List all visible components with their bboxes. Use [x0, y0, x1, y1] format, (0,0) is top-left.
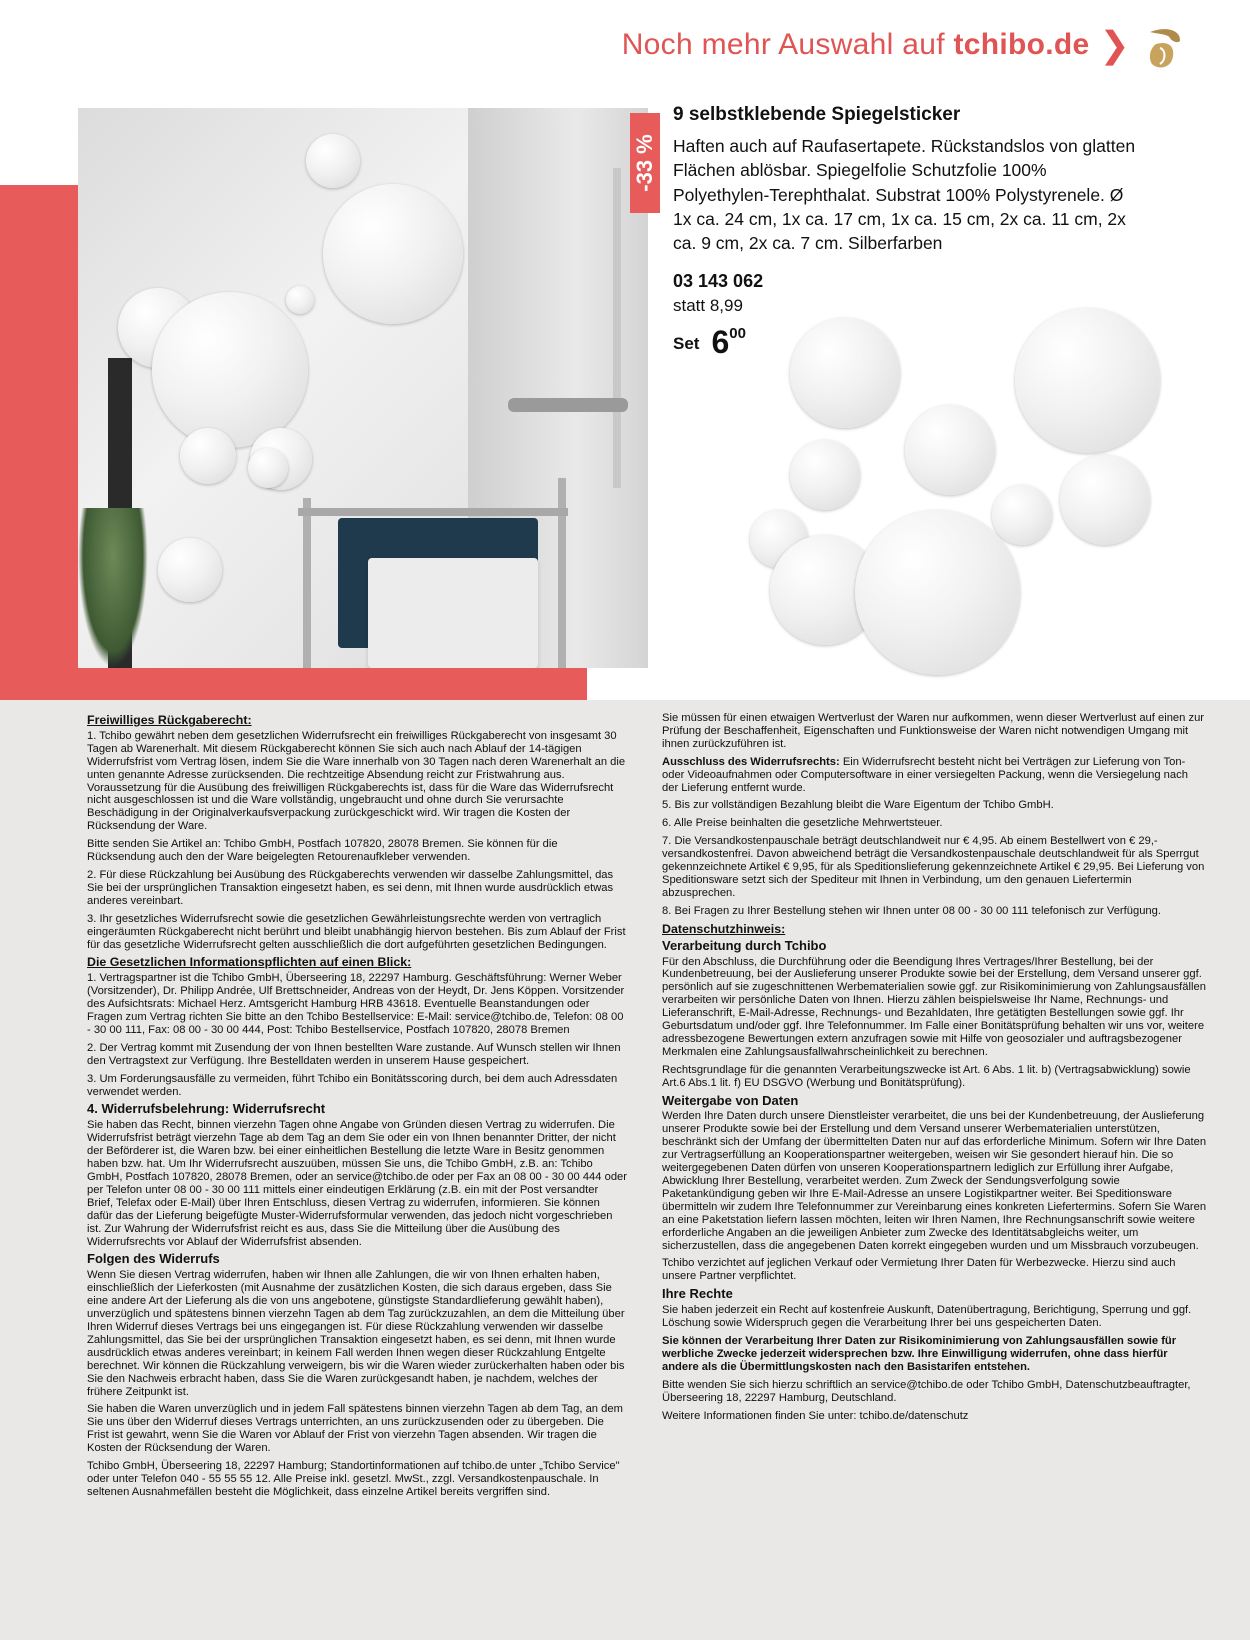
- wall-mirror-sticker: [152, 292, 308, 448]
- mirror-sticker: [905, 405, 995, 495]
- legal-paragraph: Rechtsgrundlage für die genannten Verarbeitungszwecke ist Art. 6 Abs. 1 lit. b) (Vertragsabwicklung) sowie Art.6 Abs.1 lit. f) EU DSGVO (Werbung und Bonitätsprüfung).: [662, 1063, 1191, 1089]
- product-description: Haften auch auf Raufasertapete. Rückstandslos von glatten Flächen ablösbar. Spiegelfolie Schutzfolie 100% Polyethylen-Terephthalat. Substrat 100% Polystyrenele. Ø 1x ca. 24 cm, 1x ca. 17 cm, 1x ca. 15 cm, 2x ca. 11 cm, 2x ca. 9 cm, 2x ca. 7 cm. Silberfarben: [673, 136, 1136, 254]
- legal-paragraph: 1. Tchibo gewährt neben dem gesetzlichen Widerrufsrecht ein freiwilliges Rückgaberecht von insgesamt 30 Tagen ab Warenerhalt. Mit diesem Rückgaberecht können Sie sich auch nach Ablauf der 14-tägigen Widerrufsfrist vom Vertrag lösen, indem Sie die Ware innerhalb von 30 Tagen nach deren Warenerhalt an die unten genannte Adresse zurücksenden. Die rechtzeitige Absendung reicht zur Fristwahrung aus. Voraussetzung für die Ausübung des freiwilligen Rückgaberechts ist, dass für die Ware das Widerrufsrecht nicht ausgeschlossen ist und die Ware vollständig, ungebraucht und ohne durch Sie verursachte Beschädigung in der Originalverkaufsverpackung zurückgeschickt wird. Wir tragen die Kosten der Rücksendung der Ware.: [87, 729, 626, 833]
- legal-column-left: [87, 712, 627, 1504]
- towel-stand-right: [558, 478, 566, 668]
- mirror-sticker: [1015, 308, 1160, 453]
- legal-paragraph: Sie müssen für einen etwaigen Wertverlust der Waren nur aufkommen, wenn dieser Wertverlust auf einen zur Prüfung der Beschaffenheit, Eigenschaften und Funktionsweise der Waren nicht notwendigen Umgang mit ihnen zurückzuführen ist.: [662, 712, 1205, 750]
- mirror-sticker: [992, 485, 1052, 545]
- legal-paragraph: Sie haben jederzeit ein Recht auf kostenfreie Auskunft, Datenübertragung, Berichtigung, Sperrung und ggf. Löschung sowie Widerspruch gegen die Verarbeitung Ihrer bei uns gespeicherten Daten.: [662, 1304, 1192, 1330]
- heading-informationspflichten: Die Gesetzlichen Informationspflichten auf einen Blick:: [87, 955, 412, 970]
- legal-paragraph: Werden Ihre Daten durch unsere Dienstleister verarbeitet, die uns bei der Kundenbetreuung, der Auslieferung unserer Produkte sowie bei der Erstellung und dem Versand unserer Werbematerialien unterstützen, beschränkt sich der Umfang der übermittelten Daten nur auf das erforderliche Minimum. Sofern wir Ihre Daten zur Vertragserfüllung an Kooperationspartner weitergeben, weisen wir Sie gesondert hierauf hin. Die so weitergegebenen Daten dürfen von unseren Kooperationspartnern lediglich zur Erfüllung ihrer Aufgabe, Abwicklung Ihrer Bestellung, verarbeitet werden. Zum Zweck der Sendungsverfolgung sowie Paketankündigung geben wir Ihre E-Mail-Adresse an unsere Logistikpartner weiter. Bei Speditionsware übermitteln wir zudem Ihre Telefonnummer zur Vereinbarung eines konkreten Liefertermins. Sofern Sie Waren an eine Paketstation liefern lassen möchten, leiten wir Ihren Namen, Ihre Rechnungsanschrift sowie weitere erforderliche Angaben an die jeweiligen Anbieter zum Zwecke des Identitätsabgleichs weiter, um sicherzustellen, dass die angegebenen Daten korrekt eingegeben wurden und um Missbrauch vorzubeugen.: [662, 1110, 1207, 1252]
- tchibo-bean-icon: [1136, 22, 1188, 74]
- heading-widerrufsbelehrung: 4. Widerrufsbelehrung: Widerrufsrecht: [87, 1101, 326, 1117]
- discount-badge: [630, 113, 660, 213]
- wall-mirror-sticker: [158, 538, 222, 602]
- header-link-prefix: Noch mehr Auswahl auf: [621, 28, 954, 61]
- heading-ausschluss: Ausschluss des Widerrufsrechts:: [662, 755, 840, 768]
- article-number: 03 143 062: [673, 271, 764, 291]
- legal-column-right: [662, 712, 1207, 1427]
- header: [0, 0, 1250, 100]
- heading-weitergabe: Weitergabe von Daten: [662, 1092, 799, 1108]
- datenschutz-link[interactable]: Weitere Informationen finden Sie unter: tchibo.de/datenschutz: [662, 1409, 969, 1422]
- legal-paragraph: 6. Alle Preise beinhalten die gesetzliche Mehrwertsteuer.: [662, 817, 943, 830]
- heading-ihre-rechte: Ihre Rechte: [662, 1286, 733, 1302]
- price-prefix: Set: [673, 334, 700, 353]
- price-cents: 00: [729, 325, 746, 342]
- chevron-right-icon: ❯: [1099, 24, 1130, 65]
- old-price: statt 8,99: [673, 296, 743, 315]
- legal-paragraph: 3. Um Forderungsausfälle zu vermeiden, führt Tchibo ein Bonitätsscoring durch, bei dem auch Adressdaten verwendet werden.: [87, 1072, 618, 1098]
- mirror-sticker: [1060, 455, 1150, 545]
- tchibo-link[interactable]: [621, 24, 1130, 65]
- legal-paragraph: 1. Vertragspartner ist die Tchibo GmbH, Überseering 18, 22297 Hamburg. Geschäftsführung: Werner Weber (Vorsitzender), Dr. Philipp Andrée, Ulf Brettschneider, Andreas von der Heydt, Dr. Jens Köppen. Vorsitzender des Aufsichtsrats: Michael Herz. Amtsgericht Hamburg HRB 43618. Eventuelle Beanstandungen oder Fragen zum Vertrag richten Sie bitte an den Tchibo Bestellservice: E-Mail: service@tchibo.de, Telefon: 08 00 - 30 00 111, Fax: 08 00 - 30 00 444, Post: Tchibo Bestellservice, Postfach 107820, 28078 Bremen: [87, 972, 625, 1036]
- wall-mirror-sticker: [180, 428, 236, 484]
- legal-footer: Tchibo GmbH, Überseering 18, 22297 Hamburg; Standortinformationen auf tchibo.de unter „Tchibo Service" oder unter Telefon 040 - 55 55 55 12. Alle Preise inkl. gesetzl. MwSt., zzgl. Versandkostenpauschale. In seltenen Ausnahmefällen besteht die Möglichkeit, dass einzelne Artikel bereits vergriffen sind.: [87, 1460, 620, 1498]
- legal-paragraph: 3. Ihr gesetzliches Widerrufsrecht sowie die gesetzlichen Gewährleistungsrechte werden von vertraglich eingeräumten Rückgaberecht nicht berührt und bleibt unabhängig hiervon bestehen. Bis zum Ablauf der Frist für das gesetzliche Widerrufsrecht gelten ausschließlich die dort aufgeführten gesetzlichen Bedingungen.: [87, 912, 626, 951]
- towel-bar: [298, 508, 568, 516]
- ausschluss-text: Ein Widerrufsrecht besteht nicht bei Verträgen zur Lieferung von Ton- oder Videoaufnahmen oder Computersoftware in einer versiegelten Packung, wenn die Versiegelung nach der Lieferung entfernt wurde.: [662, 755, 1188, 794]
- mirror-sticker: [855, 510, 1020, 675]
- mirror-sticker: [790, 440, 860, 510]
- heading-datenschutz: Datenschutzhinweis:: [662, 921, 786, 936]
- wall-mirror-sticker: [286, 286, 314, 314]
- legal-paragraph: Bitte senden Sie Artikel an: Tchibo GmbH, Postfach 107820, 28078 Bremen. Sie können für die Rücksendung auch den der Ware beigelegten Retourenaufkleber verwenden.: [87, 838, 558, 864]
- legal-paragraph: Wenn Sie diesen Vertrag widerrufen, haben wir Ihnen alle Zahlungen, die wir von Ihnen erhalten haben, einschließlich der Lieferkosten (mit Ausnahme der zusätzlichen Kosten, die sich daraus ergeben, dass Sie eine andere Art der Lieferung als die von uns angebotene, günstigste Standardlieferung gewählt haben), unverzüglich und spätestens binnen vierzehn Tagen ab dem Tag zurückzuzahlen, an dem die Mitteilung über Ihren Widerruf dieses Vertrags bei uns eingegangen ist. Für diese Rückzahlung verwenden wir dasselbe Zahlungsmittel, das Sie bei der ursprünglichen Transaktion eingesetzt haben, es sei denn, mit Ihnen wurde ausdrücklich etwas anderes vereinbart; in keinem Fall werden Ihnen wegen dieser Rückzahlung Entgelte berechnet. Wir können die Rückzahlung verweigern, bis wir die Waren wieder zurückerhalten haben oder bis Sie den Nachweis erbracht haben, dass Sie die Waren zurückgesandt haben, je nachdem, welches der frühere Zeitpunkt ist.: [87, 1269, 625, 1398]
- wall-mirror-sticker: [323, 184, 463, 324]
- legal-paragraph: Bitte wenden Sie sich hierzu schriftlich an service@tchibo.de oder Tchibo GmbH, Datenschutzbeauftragter, Überseering 18, 22297 Hamburg, Deutschland.: [662, 1378, 1191, 1404]
- header-link-domain: tchibo.de: [953, 28, 1090, 61]
- wall-mirror-sticker: [248, 448, 288, 488]
- towel-light: [368, 558, 538, 668]
- legal-paragraph: 5. Bis zur vollständigen Bezahlung bleibt die Ware Eigentum der Tchibo GmbH.: [662, 799, 1054, 812]
- legal-paragraph: 2. Für diese Rückzahlung bei Ausübung des Rückgaberechts verwenden wir dasselbe Zahlungsmittel, das Sie bei der ursprünglichen Transaktion eingesetzt haben, es sei denn, mit Ihnen wurde ausdrücklich etwas anderes vereinbart.: [87, 868, 614, 907]
- heading-verarbeitung: Verarbeitung durch Tchibo: [662, 937, 827, 953]
- legal-paragraph: [662, 756, 1207, 795]
- legal-paragraph: Sie haben die Waren unverzüglich und in jedem Fall spätestens binnen vierzehn Tagen ab dem Tag, an dem Sie uns über den Widerruf dieses Vertrags unterrichten, an uns zurückzusenden oder zu übergeben. Die Frist ist gewahrt, wenn Sie die Waren vor Ablauf der Frist von vierzehn Tagen absenden. Wir tragen die Kosten der Rücksendung der Waren.: [87, 1403, 623, 1455]
- discount-badge-text: -33 %: [632, 134, 657, 192]
- price: [673, 324, 746, 361]
- shower-pipe: [613, 168, 621, 488]
- legal-paragraph: 7. Die Versandkostenpauschale beträgt deutschlandweit nur € 4,95. Ab einem Bestellwert von € 29,- versandkostenfrei. Davon abweichend beträgt die Versandkostenpauschale deutschlandweit für als Sperrgut gekennzeichnete Artikel € 9,95, für als Speditionslieferung gekennzeichnete Artikel € 29,95. Bei Lieferung von Speditionsware setzt sich der Spediteur mit Ihnen in Verbindung, um den genauen Liefertermin abzusprechen.: [662, 835, 1205, 899]
- wall-mirror-sticker: [306, 134, 360, 188]
- heading-folgen-widerruf: Folgen des Widerrufs: [87, 1251, 220, 1267]
- legal-paragraph: Sie haben das Recht, binnen vierzehn Tagen ohne Angabe von Gründen diesen Vertrag zu widerrufen. Die Widerrufsfrist beträgt vierzehn Tage ab dem Tag an dem Sie oder ein von Ihnen benannter Dritter, der nicht der Beförderer ist, die Waren bzw. bei einer einheitlichen Bestellung die letzte Ware in Besitz genommen haben bzw. hat. Um Ihr Widerrufsrecht auszuüben, müssen Sie uns, die Tchibo GmbH, z.B. an: Tchibo GmbH, Postfach 107820, 28078 Bremen, oder an service@tchibo.de oder per Fax an 08 00 - 30 00 444 oder per Telefon unter 08 00 - 30 00 111 mittels einer eindeutigen Erklärung (z.B. ein mit der Post versandter Brief, Telefax oder E-Mail) über Ihren Entschluss, diesen Vertrag zu widerrufen, informieren. Sie können dafür das der Lieferung beigefügte Muster-Widerrufsformular verwenden, das jedoch nicht vorgeschrieben ist. Zur Wahrung der Widerrufsfrist reicht es aus, dass Sie die Mitteilung über die Ausübung des Widerrufsrechts vor Ablauf der Widerrufsfrist absenden.: [87, 1119, 627, 1248]
- plant: [78, 508, 148, 668]
- product-photo: [78, 108, 648, 668]
- legal-paragraph: 2. Der Vertrag kommt mit Zusendung der von Ihnen bestellten Ware zustande. Auf Wunsch stellen wir Ihnen den Vertragstext zur Verfügung. Ihre Bestelldaten werden in unserem Hause gespeichert.: [87, 1041, 621, 1067]
- towel-stand-left: [303, 498, 311, 668]
- product-title: 9 selbstklebende Spiegelsticker: [673, 104, 961, 125]
- heading-rueckgaberecht: Freiwilliges Rückgaberecht:: [87, 713, 252, 727]
- legal-paragraph: Für den Abschluss, die Durchführung oder die Beendigung Ihres Vertrages/Ihrer Bestellung, bei der Kundenbetreuung, bei der Auslieferung unserer Produkte sowie bei der Erstellung, dem Versand unserer ggf. persönlich auf sie zugeschnittenen Werbematerialien sowie ggf. zur Risikominimierung von Zahlungsausfällen verarbeiten wir persönliche Daten von Ihnen. Hierzu zählen beispielsweise Ihr Name, Rechnungs- und Lieferanschrift, E-Mail-Adresse, Rechnungs- und Bezahldaten, Ihre getätigten Bestellungen sowie ggf. Ihr Geburtsdatum und/oder ggf. Ihre Telefonnummer. Im Falle einer Bonitätsprüfung behalten wir uns vor, weitere adressbezogene Bewertungen extern anzufragen sowie mit Hilfe von geosozialer und auftragsbezogener Merkmalen eine Zahlungsausfallwahrscheinlichkeit zu berechnen.: [662, 955, 1206, 1058]
- legal-section: [0, 700, 1250, 1640]
- legal-paragraph: Tchibo verzichtet auf jeglichen Verkauf oder Vermietung Ihrer Daten für Werbezwecke. Hierzu sind auch unsere Partner verpflichtet.: [662, 1257, 1176, 1283]
- legal-paragraph: 8. Bei Fragen zu Ihrer Bestellung stehen wir Ihnen unter 08 00 - 30 00 111 telefonisch zur Verfügung.: [662, 904, 1161, 917]
- price-main: 6: [711, 324, 730, 360]
- shower-tap: [508, 398, 628, 412]
- legal-paragraph-bold: Sie können der Verarbeitung Ihrer Daten zur Risikominimierung von Zahlungsausfällen sowie für werbliche Zwecke jederzeit widersprechen bzw. Ihre Einwilligung widerrufen, ohne dass hierfür andere als die Übermittlungskosten nach den Basistarifen entstehen.: [662, 1334, 1177, 1373]
- mirror-sticker: [790, 318, 900, 428]
